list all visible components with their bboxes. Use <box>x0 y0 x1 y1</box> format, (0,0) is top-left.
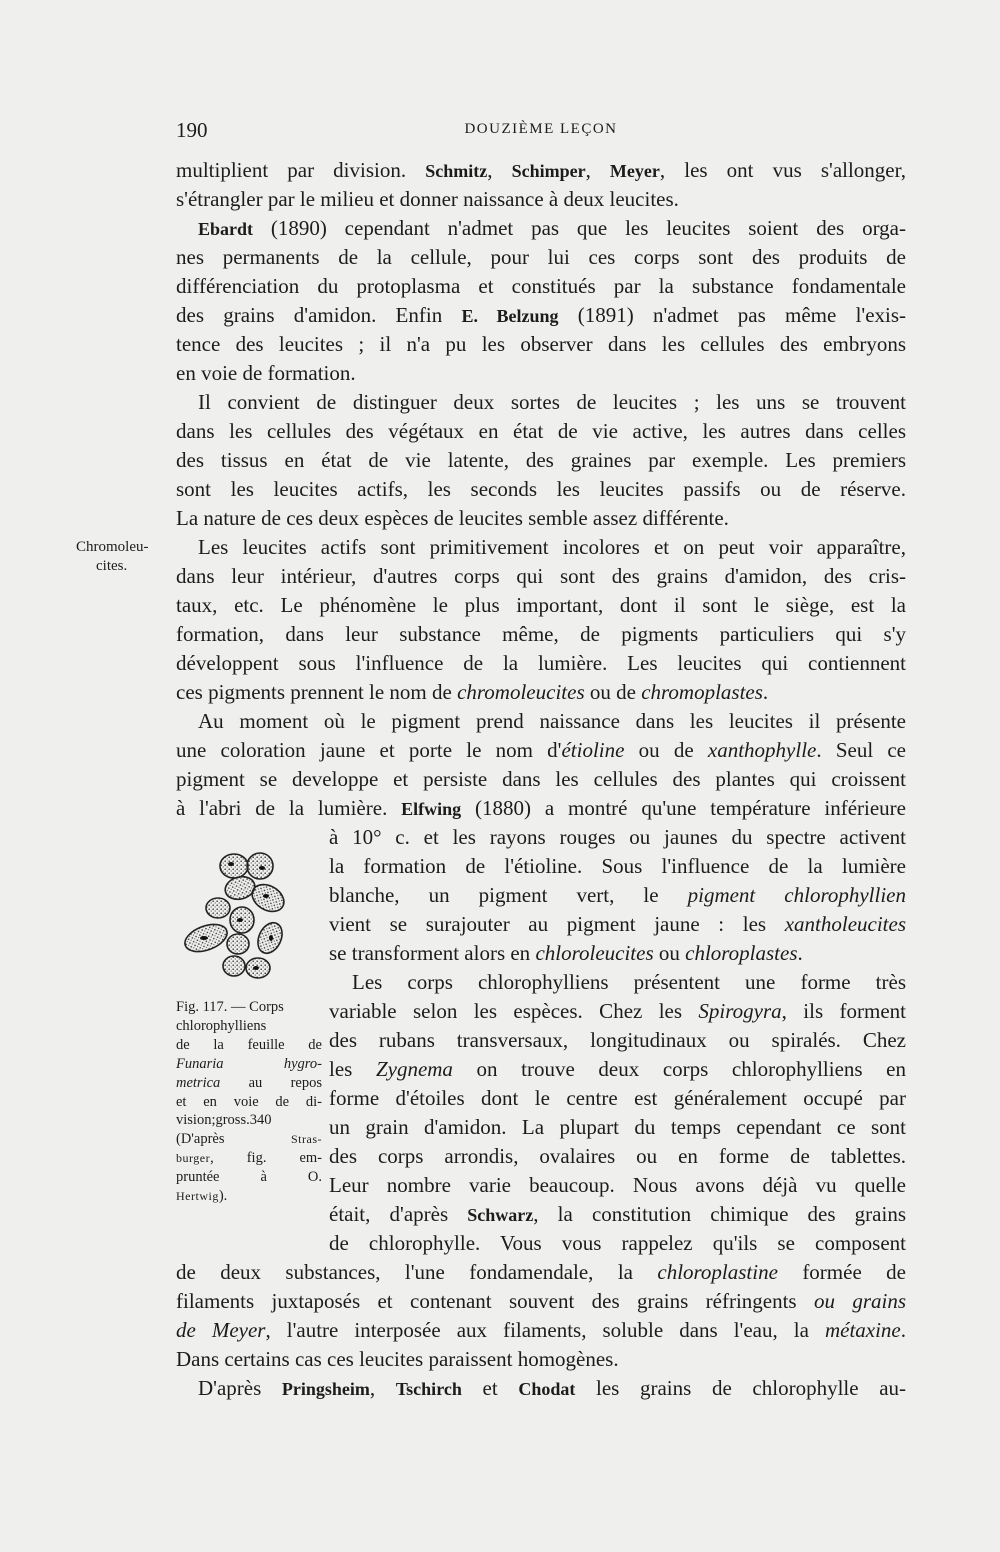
caption-line: burger, fig. em- <box>176 1150 322 1167</box>
text-line: une coloration jaune et porte le nom d'étioline ou de xanthophylle. Seul ce <box>176 738 906 762</box>
text-line: Ebardt (1890) cependant n'admet pas que les leucites soient des orga- <box>198 216 906 240</box>
text-line: des tissus en état de vie latente, des graines par exemple. Les premiers <box>176 448 906 472</box>
text-line: vient se surajouter au pigment jaune : les xantholeucites <box>329 912 906 936</box>
text-line: la formation de l'étioline. Sous l'influence de la lumière <box>329 854 906 878</box>
text-line: des rubans transversaux, longitudinaux ou spiralés. Chez <box>329 1028 906 1052</box>
text-line: formation, dans leur substance même, de pigments particuliers qui s'y <box>176 622 906 646</box>
text-line: des corps arrondis, ovalaires ou en forme de tablettes. <box>329 1144 906 1168</box>
text-line: de chlorophylle. Vous vous rappelez qu'ils se composent <box>329 1231 906 1255</box>
text-line: s'étrangler par le milieu et donner naissance à deux leucites. <box>176 187 679 211</box>
text-line: développent sous l'influence de la lumière. Les leucites qui contiennent <box>176 651 906 675</box>
text-line: D'après Pringsheim, Tschirch et Chodat les grains de chlorophylle au- <box>198 1376 907 1400</box>
text-line: différenciation du protoplasma et constitués par la substance fondamentale <box>176 274 906 298</box>
caption-line: pruntée à O. <box>176 1169 322 1186</box>
text-line: Dans certains cas ces leucites paraissent homogènes. <box>176 1347 619 1371</box>
text-line: un grain d'amidon. La plupart du temps cependant ce sont <box>329 1115 906 1139</box>
text-line: Il convient de distinguer deux sortes de leucites ; les uns se trouvent <box>198 390 906 414</box>
text-line: ces pigments prennent le nom de chromoleucites ou de chromoplastes. <box>176 680 769 704</box>
text-line: Les leucites actifs sont primitivement incolores et on peut voir apparaître, <box>198 535 906 559</box>
figure-caption <box>176 998 322 1206</box>
text-line: variable selon les espèces. Chez les Spirogyra, ils forment <box>329 999 906 1023</box>
text-line: Leur nombre varie beaucoup. Nous avons déjà vu quelle <box>329 1173 906 1197</box>
text-line: se transforment alors en chloroleucites ou chloroplastes. <box>329 941 803 965</box>
text-line: multiplient par division. Schmitz, Schimper, Meyer, les ont vus s'allonger, <box>176 158 907 182</box>
text-line: taux, etc. Le phénomène le plus important, dont il sont le siège, est la <box>176 593 906 617</box>
caption-line: et en voie de di- <box>176 1093 322 1110</box>
margin-note-line-1: Chromoleu- <box>76 539 149 555</box>
caption-line: Fig. 117. — Corps <box>176 999 284 1015</box>
caption-line: Funaria hygro- <box>176 1055 322 1072</box>
caption-line: chlorophylliens <box>176 1017 267 1034</box>
text-line: Au moment où le pigment prend naissance dans les leucites il présente <box>198 709 906 733</box>
page-header <box>176 118 906 148</box>
margin-note-line-2: cites. <box>96 558 128 574</box>
caption-line: Hertwig). <box>176 1188 228 1205</box>
text-line: en voie de formation. <box>176 361 356 385</box>
text-line: filaments juxtaposés et contenant souvent des grains réfringents ou grains <box>176 1289 906 1313</box>
caption-line: (D'après Stras- <box>176 1131 322 1148</box>
text-line: de deux substances, l'une fondamendale, la chloroplastine formée de <box>176 1260 906 1284</box>
caption-line: vision;gross.340 <box>176 1112 272 1129</box>
text-line: à 10° c. et les rayons rouges ou jaunes du spectre activent <box>329 825 906 849</box>
caption-line: metrica au repos <box>176 1074 322 1091</box>
running-title: DOUZIÈME LEÇON <box>464 121 618 137</box>
text-line: de Meyer, l'autre interposée aux filaments, soluble dans l'eau, la métaxine. <box>176 1318 906 1342</box>
text-line: dans leur intérieur, d'autres corps qui sont des grains d'amidon, des cris- <box>176 564 906 588</box>
text-line: était, d'après Schwarz, la constitution chimique des grains <box>329 1202 906 1226</box>
text-line: blanche, un pigment vert, le pigment chlorophyllien <box>329 883 906 907</box>
caption-line: de la feuille de <box>176 1036 322 1053</box>
text-line: Les corps chlorophylliens présentent une forme très <box>352 970 906 994</box>
text-line: forme d'étoiles dont le centre est généralement occupé par <box>329 1086 906 1110</box>
page-number: 190 <box>176 118 208 142</box>
text-line: à l'abri de la lumière. Elfwing (1880) a montré qu'une température inférieure <box>176 796 906 820</box>
text-line: tence des leucites ; il n'a pu les observer dans les cellules des embryons <box>176 332 906 356</box>
text-line: dans les cellules des végétaux en état de vie active, les autres dans celles <box>176 419 906 443</box>
text-line: nes permanents de la cellule, pour lui ces corps sont des produits de <box>176 245 906 269</box>
chloroplast-cells-illustration <box>176 840 320 996</box>
text-line: La nature de ces deux espèces de leucites semble assez différente. <box>176 506 729 530</box>
text-line: pigment se developpe et persiste dans les cellules des plantes qui croissent <box>176 767 906 791</box>
text-line: les Zygnema on trouve deux corps chlorophylliens en <box>329 1057 907 1081</box>
text-line: sont les leucites actifs, les seconds les leucites passifs ou de réserve. <box>176 477 906 501</box>
text-line: des grains d'amidon. Enfin E. Belzung (1891) n'admet pas même l'exis- <box>176 303 907 327</box>
